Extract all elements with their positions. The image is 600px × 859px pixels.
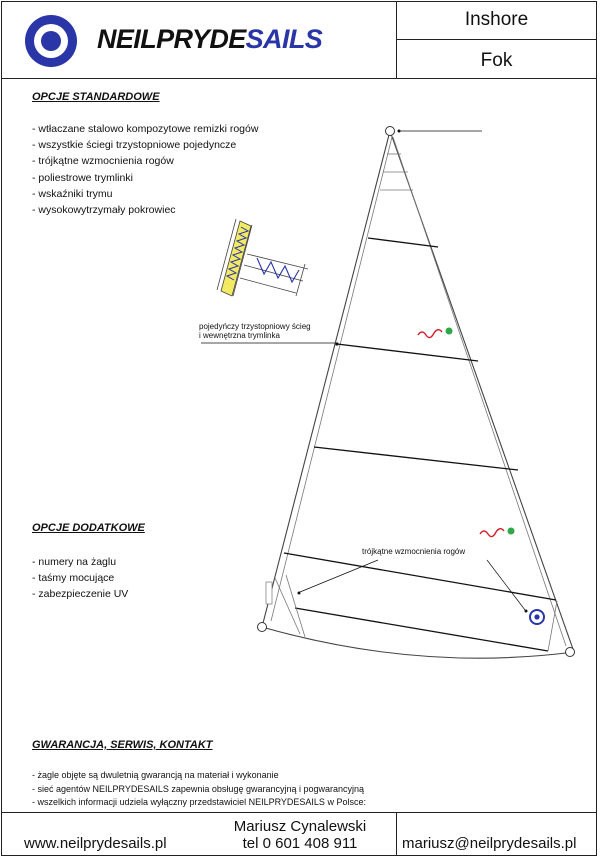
pointer-dot <box>335 342 338 345</box>
telltale-icon <box>480 529 504 537</box>
corner-pointer-line <box>487 560 525 610</box>
sail-seam <box>295 608 548 651</box>
pointer-dot <box>298 592 301 595</box>
stitch-label <box>199 322 311 340</box>
telltale-icon <box>418 330 442 338</box>
pointer-dot <box>525 610 528 613</box>
sail-seam <box>314 447 518 470</box>
sail-seam <box>284 553 556 600</box>
list-item: - wskaźniki trymu <box>32 187 113 200</box>
sail-type-label: Fok <box>480 50 513 71</box>
tack-patch-line <box>286 575 305 637</box>
tack-reinforcement <box>266 582 272 604</box>
sail-seam <box>337 344 478 361</box>
stitch-label-line1: pojedyńczy trzystopniowy ścieg <box>199 322 311 331</box>
list-item: - taśmy mocujące <box>32 572 115 585</box>
standard-options-title: OPCJE STANDARDOWE <box>32 91 160 103</box>
warranty-list <box>32 769 366 810</box>
head-ring-icon <box>386 127 395 136</box>
corner-pointer-line <box>300 560 378 592</box>
list-item: - wszelkich informacji udziela wyłączny przedstawiciel NEILPRYDESAILS w Polsce: <box>32 797 366 807</box>
telltale-marker-icon <box>508 528 515 535</box>
brand-main-text: NEILPRYDE <box>97 24 246 54</box>
clew-logo-center-icon <box>534 614 539 619</box>
list-item: - sieć agentów NEILPRYDESAILS zapewnia obsługę gwarancyjną i pogwarancyjną <box>32 783 365 794</box>
list-item: - numery na żaglu <box>32 556 117 568</box>
clew-ring-icon <box>566 648 575 657</box>
list-item: - wszystkie ściegi trzystopniowe pojedyncze <box>32 139 237 152</box>
clew-patch-line <box>548 601 557 651</box>
list-item: - trójkątne wzmocnienia rogów <box>32 155 174 168</box>
list-item: - żagle objęte są dwuletnią gwarancją na materiał i wykonanie <box>32 770 279 780</box>
contact-email[interactable]: mariusz@neilprydesails.pl <box>402 835 577 852</box>
stitch-label-line2: i wewnętrzna trymlinka <box>199 331 280 340</box>
list-item: - poliestrowe trymlinki <box>32 171 133 184</box>
brand-accent-text: SAILS <box>245 24 323 54</box>
tack-patch-line <box>275 578 300 634</box>
corner-reinforcement-label: trójkątne wzmocnienia rogów <box>362 547 466 556</box>
warranty-title: GWARANCJA, SERWIS, KONTAKT <box>32 739 213 751</box>
list-item: - wysokowytrzymały pokrowiec <box>32 204 176 217</box>
website-link[interactable]: www.neilprydesails.pl <box>24 835 167 852</box>
stitch-detail-illustration <box>217 219 308 296</box>
leech-tape-line <box>393 137 566 646</box>
list-item: - wtłaczane stalowo kompozytowe remizki rogów <box>32 123 259 135</box>
telltale-marker-icon <box>446 328 453 335</box>
contact-name: Mariusz Cynalewski <box>233 818 367 835</box>
category-label: Inshore <box>464 9 529 30</box>
contact-phone[interactable]: tel 0 601 408 911 <box>242 835 358 852</box>
tack-ring-icon <box>258 623 267 632</box>
list-item: - zabezpieczenie UV <box>32 588 129 601</box>
additional-options-title: OPCJE DODATKOWE <box>32 522 145 534</box>
